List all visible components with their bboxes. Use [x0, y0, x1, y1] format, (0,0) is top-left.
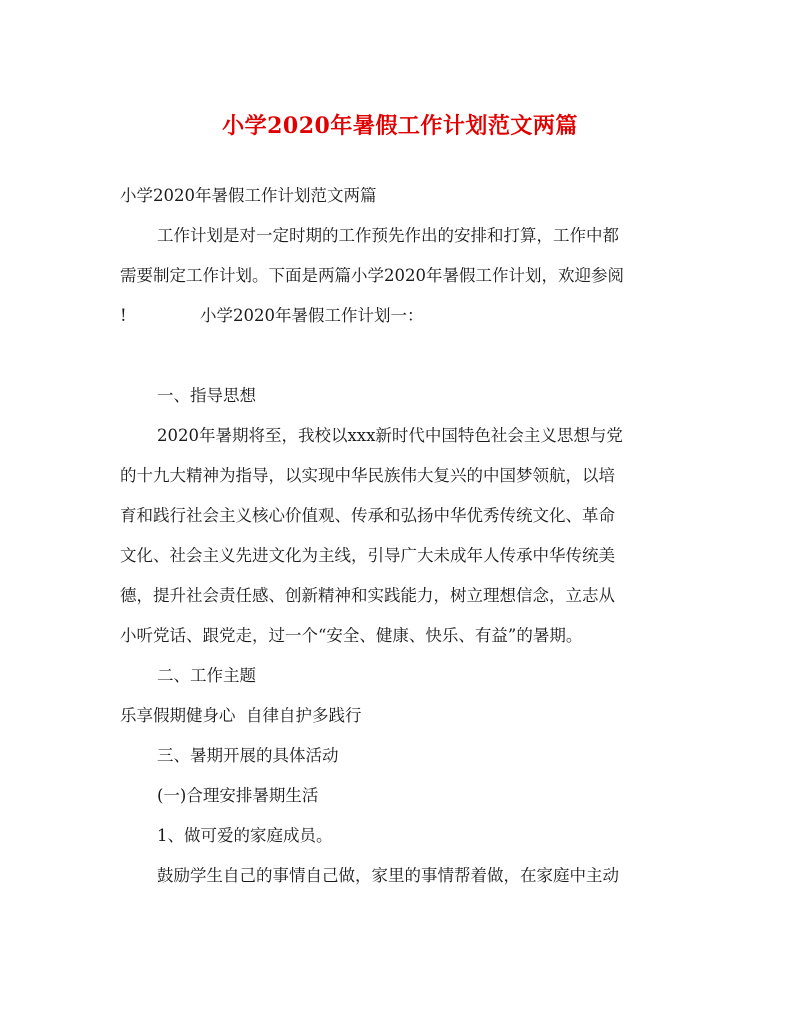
item-1-heading: 1、做可爱的家庭成员。 [157, 826, 333, 845]
section-1-line: 育和践行社会主义核心价值观、传承和弘扬中华优秀传统文化、革命 [120, 506, 615, 525]
section-1-line: 2020年暑期将至，我校以xxx新时代中国特色社会主义思想与党 [157, 426, 623, 445]
document-title: 小学2020年暑假工作计划范文两篇 [222, 113, 578, 139]
section-1-line: 文化、社会主义先进文化为主线，引导广大未成年人传承中华传统美 [120, 546, 615, 565]
intro-paragraph-line-1: 工作计划是对一定时期的工作预先作出的安排和打算，工作中都 [157, 226, 619, 245]
document-body [120, 178, 680, 894]
section-1-line: 的十九大精神为指导，以实现中华民族伟大复兴的中国梦领航，以培 [120, 466, 615, 485]
section-1-line: 德，提升社会责任感、创新精神和实践能力，树立理想信念，立志从 [120, 586, 615, 605]
exclamation-mark: ! [120, 306, 127, 325]
intro-paragraph-line-3 [120, 298, 680, 334]
item-1-paragraph-line: 鼓励学生自己的事情自己做，家里的事情帮着做，在家庭中主动 [157, 866, 619, 885]
section-1-heading: 一、指导思想 [157, 386, 256, 405]
section-2-theme: 乐享假期健身心 自律自护多践行 [120, 706, 362, 725]
plan-one-heading: 小学2020年暑假工作计划一： [200, 306, 424, 325]
section-1-line: 小听党话、跟党走，过一个“安全、健康、快乐、有益”的暑期。 [120, 626, 583, 645]
section-3-heading: 三、暑期开展的具体活动 [157, 746, 339, 765]
section-2-heading: 二、工作主题 [157, 666, 256, 685]
intro-paragraph-line-2: 需要制定工作计划。下面是两篇小学2020年暑假工作计划，欢迎参阅 [120, 266, 624, 285]
subsection-1-heading: (一)合理安排暑期生活 [157, 786, 319, 805]
document-subtitle: 小学2020年暑假工作计划范文两篇 [120, 186, 377, 205]
